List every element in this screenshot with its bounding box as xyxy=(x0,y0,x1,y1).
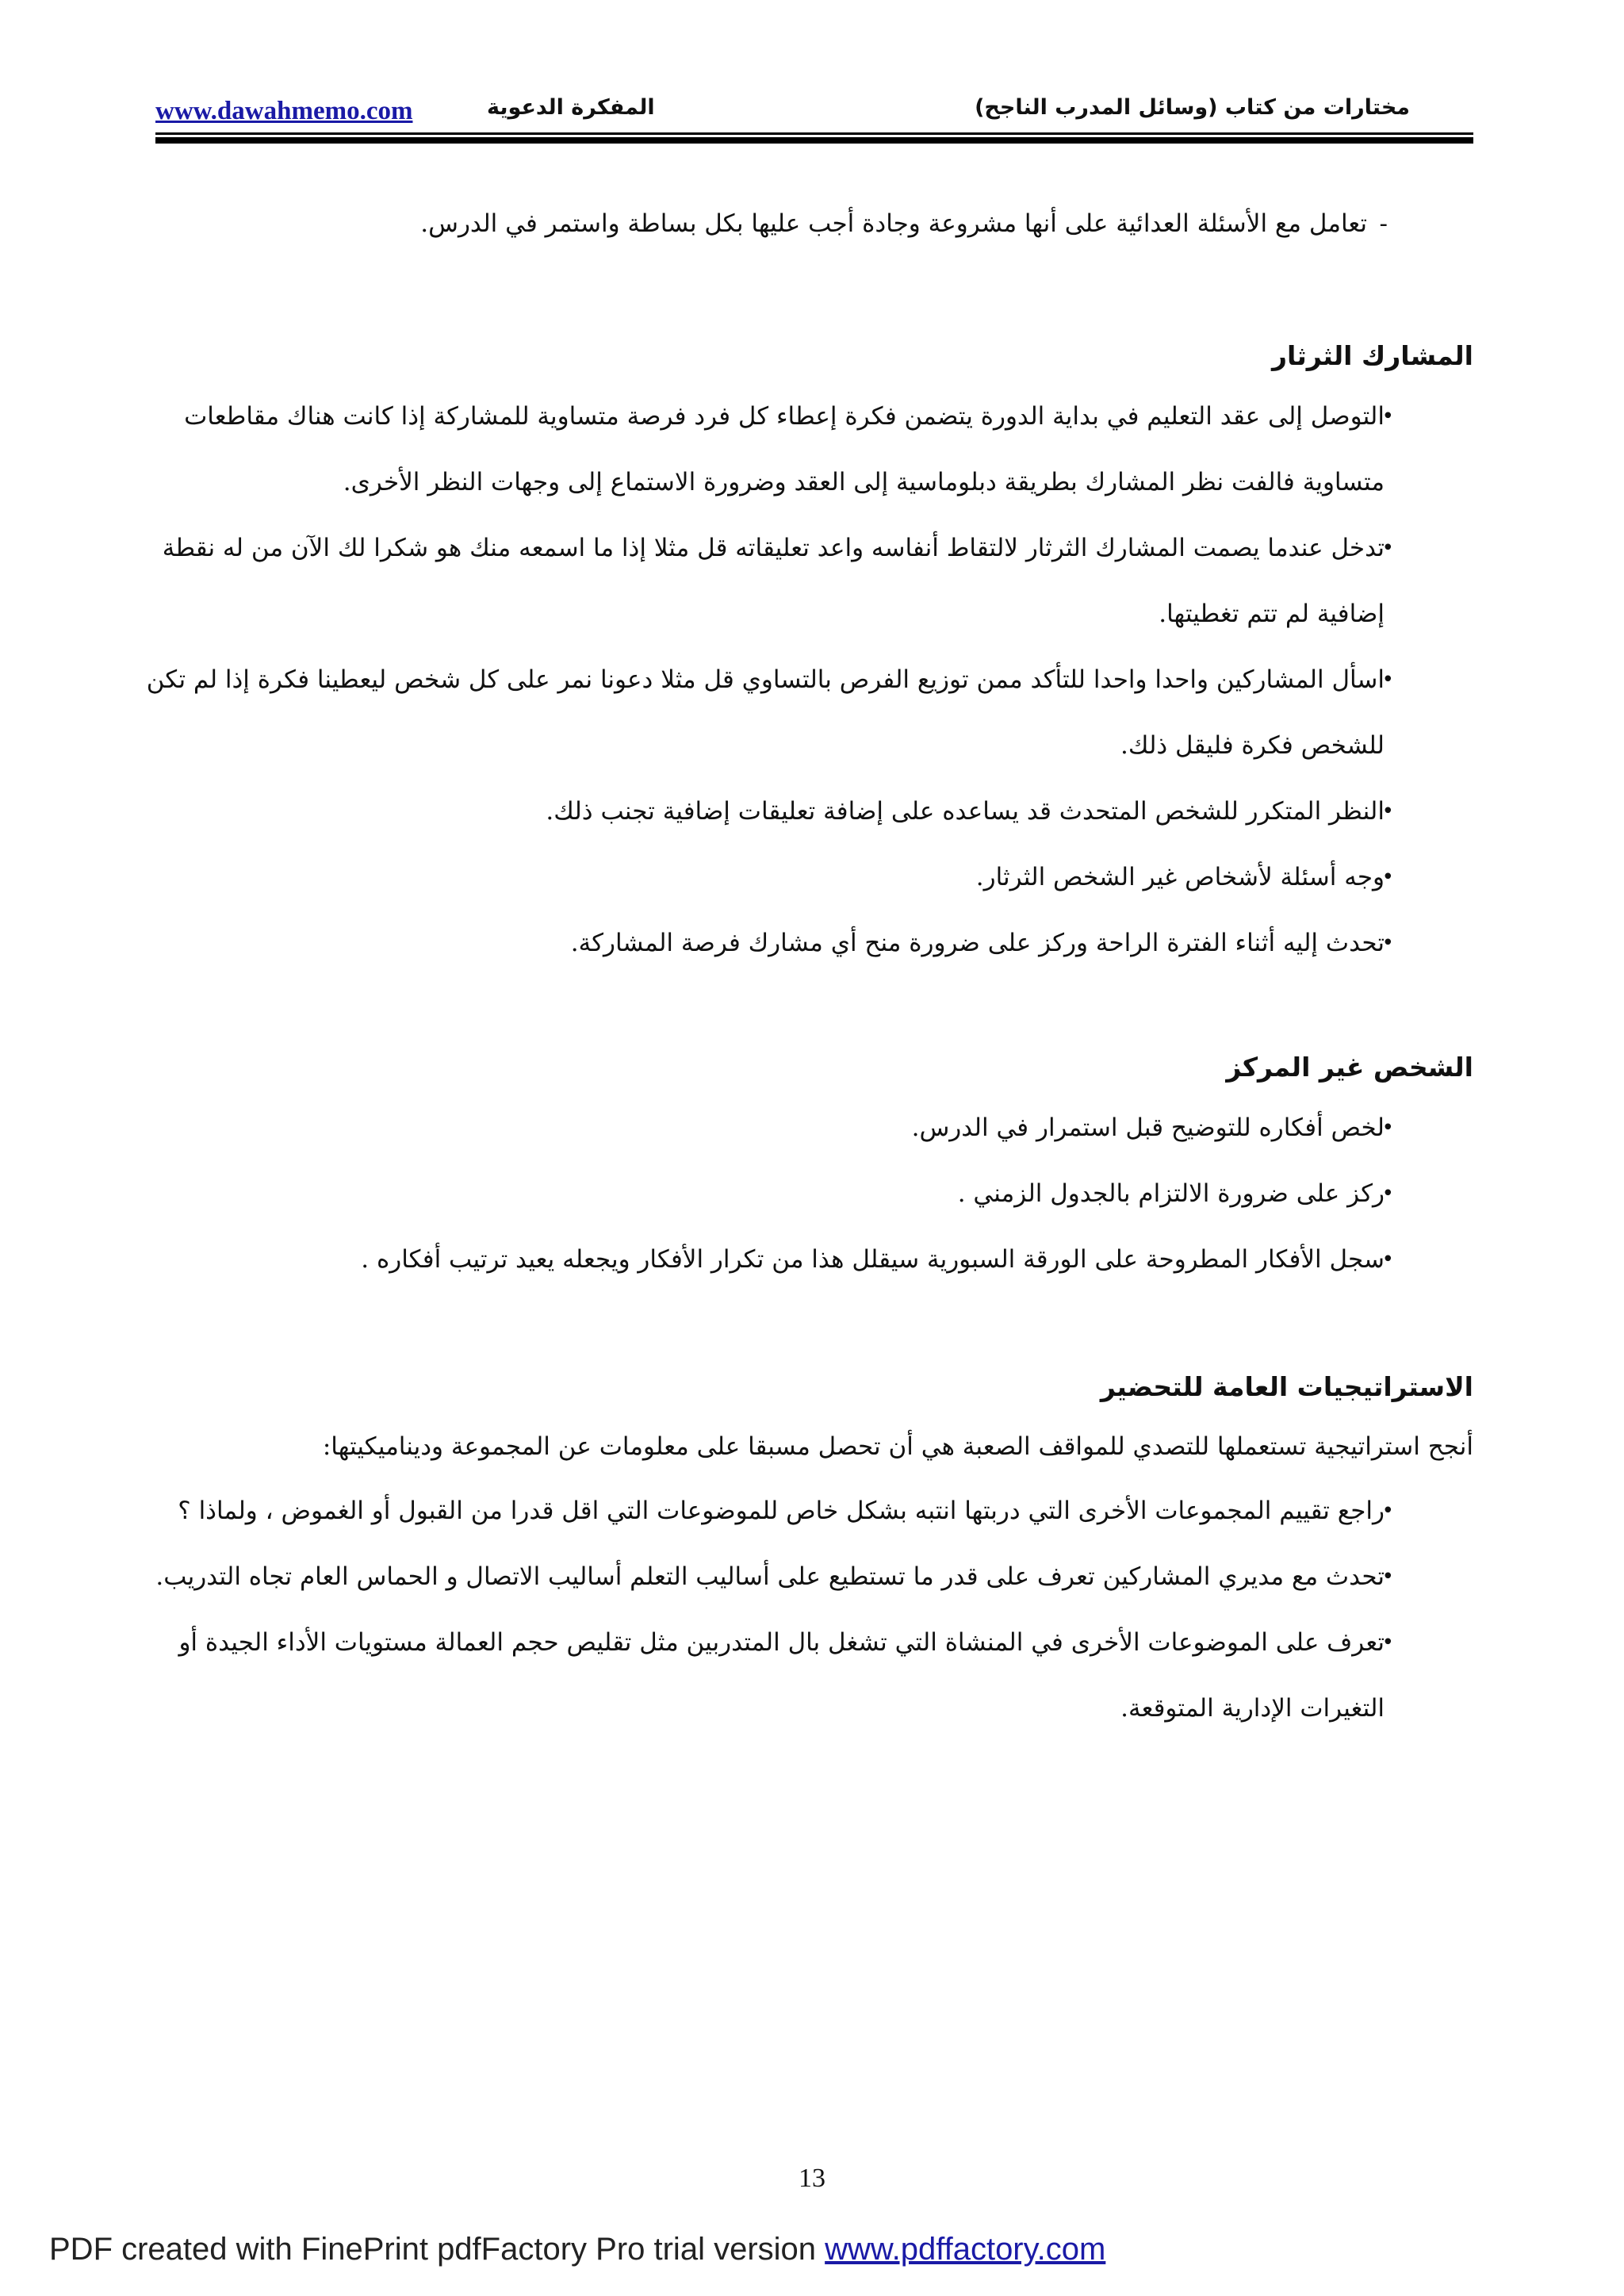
bullet-icon: • xyxy=(1381,1565,1394,1589)
list-item-text: تدخل عندما يصمت المشارك الثرثار لالتقاط أنفاسه واعد تعليقاته قل مثلا إذا ما اسمعه منك هو شكرا لك الآن من له نقطة إضافية لم تتم تغطيتها. xyxy=(162,534,1385,628)
list-item-text: راجع تقييم المجموعات الأخرى التي دربتها انتبه بشكل خاص للموضوعات التي اقل قدرا من القبول أو الغموض ، ولماذا ؟ xyxy=(178,1497,1385,1525)
bullet-icon: • xyxy=(1381,536,1394,560)
list-item xyxy=(143,516,1473,647)
list-item xyxy=(143,1610,1473,1742)
list-item xyxy=(143,779,1473,845)
document-body xyxy=(143,190,1473,1742)
dash-item-text: تعامل مع الأسئلة العدائية على أنها مشروعة وجادة أجب عليها بكل بساطة واستمر في الدرس. xyxy=(420,209,1367,238)
header-book-title: مختارات من كتاب (وسائل المدرب الناجح) xyxy=(975,95,1410,120)
page-number: 13 xyxy=(799,2164,825,2193)
list-item xyxy=(143,910,1473,976)
section-unfocused-person xyxy=(143,1040,1473,1293)
bullet-icon: • xyxy=(1381,1182,1394,1205)
list-item-text: اسأل المشاركين واحدا واحدا للتأكد ممن توزيع الفرص بالتساوي قل مثلا دعونا نمر على كل شخص ليعطينا فكرة إذا لم تكن للشخص فكرة فليقل ذلك. xyxy=(146,665,1385,760)
list-item xyxy=(143,845,1473,910)
bullet-icon: • xyxy=(1381,1116,1394,1140)
list-item xyxy=(143,1095,1473,1161)
list-item-text: التوصل إلى عقد التعليم في بداية الدورة يتضمن فكرة إعطاء كل فرد فرصة متساوية للمشاركة إذا كانت هناك مقاطعات متساوية فالفت نظر المشارك بطريقة دبلوماسية إلى العقد وضرورة الاستماع إلى وجهات النظر الأخرى. xyxy=(184,402,1385,496)
list-item-text: لخص أفكاره للتوضيح قبل استمرار في الدرس. xyxy=(911,1114,1385,1142)
list-item xyxy=(143,647,1473,779)
bullet-icon: • xyxy=(1381,1248,1394,1271)
header-site-link[interactable]: www.dawahmemo.com xyxy=(155,97,413,125)
bullet-list xyxy=(143,1095,1473,1293)
page-header xyxy=(155,94,1473,128)
bullet-icon: • xyxy=(1381,1631,1394,1654)
list-item xyxy=(143,1544,1473,1610)
section-title: الاستراتيجيات العامة للتحضير xyxy=(1100,1371,1473,1402)
list-item xyxy=(143,1227,1473,1293)
bullet-icon: • xyxy=(1381,404,1394,428)
header-memo-title: المفكرة الدعوية xyxy=(487,95,655,120)
section-preparation-strategies xyxy=(143,1359,1473,1742)
list-item-text: وجه أسئلة لأشخاص غير الشخص الثرثار. xyxy=(975,863,1385,891)
list-item-text: تعرف على الموضوعات الأخرى في المنشاة التي تشغل بال المتدربين مثل تقليص حجم العمالة مستويات الأداء الجيدة أو التغيرات الإدارية المتوقعة. xyxy=(178,1628,1385,1723)
pdf-footer xyxy=(49,2232,1105,2267)
section-title: المشارك الثرثار xyxy=(1271,340,1473,371)
dash-item xyxy=(143,190,1473,257)
bullet-list xyxy=(143,1478,1473,1742)
section-intro: أنجح استراتيجية تستعملها للتصدي للمواقف الصعبة هي أن تحصل مسبقا على معلومات عن المجموعة وديناميكيتها: xyxy=(322,1432,1473,1461)
list-item-text: ركز على ضرورة الالتزام بالجدول الزمني . xyxy=(957,1179,1385,1208)
list-item xyxy=(143,384,1473,516)
footer-text: PDF created with FinePrint pdfFactory Pro trial version xyxy=(49,2232,817,2267)
bullet-icon: • xyxy=(1381,1499,1394,1523)
bullet-icon: • xyxy=(1381,865,1394,889)
header-rule-thick xyxy=(155,137,1473,144)
bullet-icon: • xyxy=(1381,799,1394,823)
bullet-icon: • xyxy=(1381,931,1394,955)
bullet-list xyxy=(143,384,1473,976)
list-item-text: تحدث مع مديري المشاركين تعرف على قدر ما تستطيع على أساليب التعلم أساليب الاتصال و الحماس العام تجاه التدريب. xyxy=(155,1562,1385,1591)
section-talkative-participant xyxy=(143,328,1473,976)
list-item-text: النظر المتكرر للشخص المتحدث قد يساعده على إضافة تعليقات إضافية تجنب ذلك. xyxy=(546,797,1385,826)
list-item-text: تحدث إليه أثناء الفترة الراحة وركز على ضرورة منح أي مشارك فرصة المشاركة. xyxy=(570,929,1385,957)
bullet-icon: • xyxy=(1381,668,1394,692)
section-title: الشخص غير المركز xyxy=(1226,1052,1473,1083)
list-item-text: سجل الأفكار المطروحة على الورقة السبورية سيقلل هذا من تكرار الأفكار ويجعله يعيد ترتيب أفكاره . xyxy=(361,1245,1385,1274)
dash-marker: - xyxy=(1379,209,1388,238)
list-item xyxy=(143,1478,1473,1544)
header-rule-thin xyxy=(155,132,1473,135)
list-item xyxy=(143,1161,1473,1227)
footer-link[interactable]: www.pdffactory.com xyxy=(825,2232,1106,2267)
